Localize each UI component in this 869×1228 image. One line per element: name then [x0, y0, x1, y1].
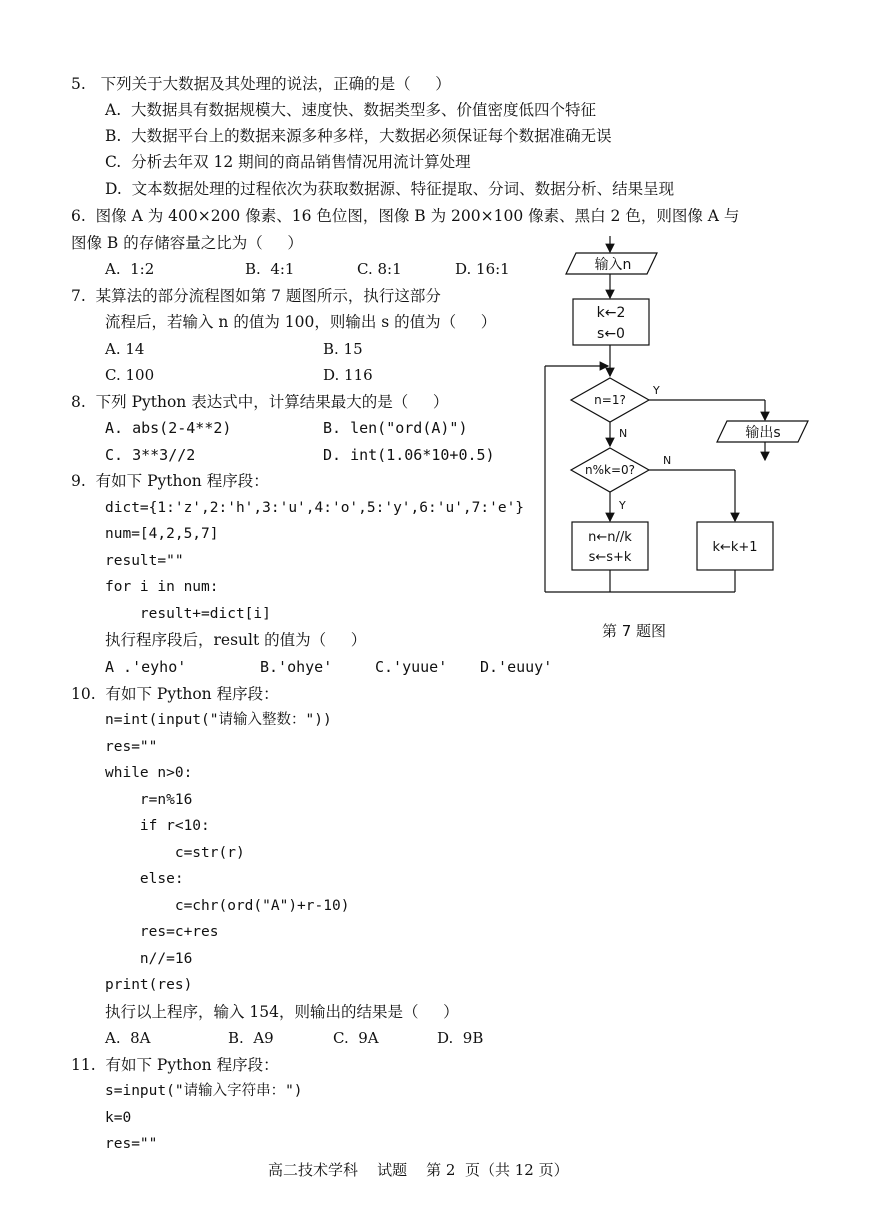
q10-code-line: c=str(r): [105, 845, 245, 861]
q7-stem-line2: 流程后，若输入 n 的值为 100，则输出 s 的值为（ ）: [105, 313, 497, 331]
q7-option-d: D. 116: [323, 366, 373, 384]
flow-update-s: s←s+k: [588, 550, 632, 565]
flow-update-n: n←n//k: [588, 530, 632, 545]
q10-code-line: while n>0:: [105, 765, 193, 781]
q5-option-c: C. 分析去年双 12 期间的商品销售情况用流计算处理: [105, 153, 471, 171]
q9-question: 执行程序段后，result 的值为（ ）: [105, 631, 367, 649]
q10-code-line: if r<10:: [105, 818, 210, 834]
q9-option-c: C.'yuue': [375, 658, 448, 676]
flow-yes-label: Y: [619, 499, 626, 512]
q9-code-line: for i in num:: [105, 579, 219, 595]
flow-cond1: n=1?: [594, 393, 626, 407]
q11-code-line: k=0: [105, 1110, 132, 1126]
flow-increment-k: k←k+1: [712, 540, 758, 555]
q10-option-a: A. 8A: [105, 1029, 151, 1047]
flow-cond2: n%k=0?: [584, 463, 636, 477]
q10-code-line: else:: [105, 871, 184, 887]
q9-option-b: B.'ohye': [260, 658, 333, 676]
q10-code-line: res="": [105, 739, 158, 755]
q9-stem: 9. 有如下 Python 程序段：: [71, 472, 269, 490]
q11-code-line: res="": [105, 1136, 158, 1152]
q10-stem: 10. 有如下 Python 程序段：: [71, 685, 279, 703]
page-footer: 高二技术学科 试题 第 2 页（共 12 页）: [268, 1161, 569, 1179]
q10-code-line: n=int(input("请输入整数：")): [105, 712, 332, 728]
q10-code-line: c=chr(ord("A")+r-10): [105, 898, 350, 914]
flow-input-label: 输入n: [594, 257, 632, 273]
q11-stem: 11. 有如下 Python 程序段：: [71, 1056, 279, 1074]
q8-option-b: B. len("ord(A)"): [323, 419, 468, 437]
q10-code-line: res=c+res: [105, 924, 219, 940]
flow-init-k: k←2: [596, 305, 626, 321]
flow-init-s: s←0: [597, 326, 625, 342]
q7-flowchart: [535, 232, 825, 652]
q9-option-d: D.'euuy': [480, 658, 553, 676]
q9-code-line: result+=dict[i]: [105, 606, 271, 622]
q9-code-line: result="": [105, 553, 184, 569]
q6-option-b: B. 4:1: [245, 260, 295, 278]
q6-option-a: A. 1:2: [105, 260, 155, 278]
q7-stem-line1: 7. 某算法的部分流程图如第 7 题图所示，执行这部分: [71, 287, 441, 305]
q5-stem: 5. 下列关于大数据及其处理的说法，正确的是（ ）: [71, 75, 451, 93]
flow-no-label: N: [619, 427, 628, 440]
flow-no-label: N: [663, 454, 672, 467]
q8-option-a: A. abs(2-4**2): [105, 419, 232, 437]
q10-code-line: n//=16: [105, 951, 193, 967]
q6-option-c: C. 8:1: [357, 260, 402, 278]
figure-caption: 第 7 题图: [601, 622, 667, 640]
q10-code-line: print(res): [105, 977, 193, 993]
q7-option-b: B. 15: [323, 340, 363, 358]
q5-option-b: B. 大数据平台上的数据来源多种多样，大数据必须保证每个数据准确无误: [105, 127, 612, 145]
q10-code-line: r=n%16: [105, 792, 193, 808]
q8-stem: 8. 下列 Python 表达式中，计算结果最大的是（ ）: [71, 393, 449, 411]
q6-stem-line1: 6. 图像 A 为 400×200 像素、16 色位图，图像 B 为 200×100 像素、黑白 2 色，则图像 A 与: [71, 207, 740, 225]
q7-option-a: A. 14: [105, 340, 145, 358]
q10-option-d: D. 9B: [437, 1029, 484, 1047]
q7-option-c: C. 100: [105, 366, 155, 384]
q9-code-line: dict={1:'z',2:'h',3:'u',4:'o',5:'y',6:'u',7:'e'}: [105, 500, 525, 516]
q11-code-line: s=input("请输入字符串："): [105, 1083, 303, 1099]
q8-option-c: C. 3**3//2: [105, 446, 196, 464]
q5-option-a: A. 大数据具有数据规模大、速度快、数据类型多、价值密度低四个特征: [105, 101, 596, 119]
q9-option-a: A .'eyho': [105, 658, 187, 676]
flow-output-label: 输出s: [745, 425, 781, 441]
q5-option-d: D. 文本数据处理的过程依次为获取数据源、特征提取、分词、数据分析、结果呈现: [105, 180, 675, 198]
q9-code-line: num=[4,2,5,7]: [105, 526, 219, 542]
q6-option-d: D. 16:1: [455, 260, 510, 278]
q6-stem-line2: 图像 B 的存储容量之比为（ ）: [71, 234, 303, 252]
q10-option-c: C. 9A: [333, 1029, 379, 1047]
flow-yes-label: Y: [653, 384, 660, 397]
q10-option-b: B. A9: [228, 1029, 274, 1047]
q10-question: 执行以上程序，输入 154，则输出的结果是（ ）: [105, 1003, 459, 1021]
q8-option-d: D. int(1.06*10+0.5): [323, 446, 495, 464]
